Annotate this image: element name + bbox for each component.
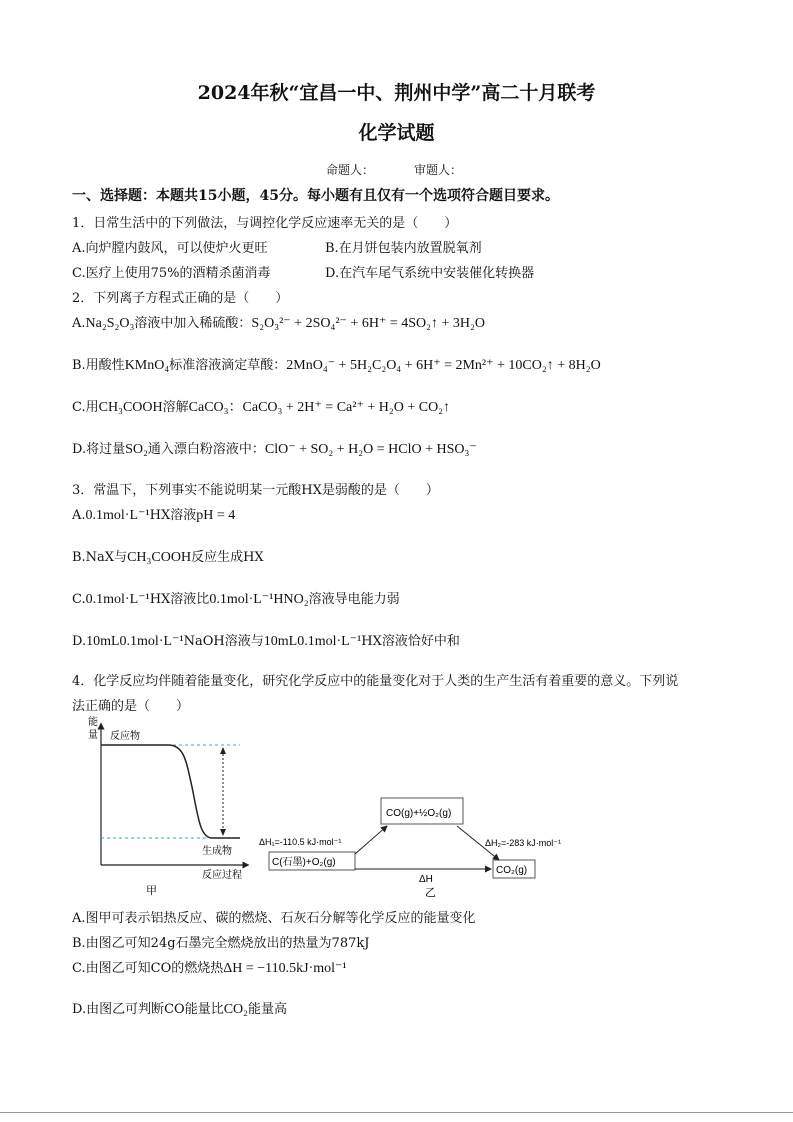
q3-option-c (72, 588, 400, 608)
q1-option-d: D.在汽车尾气系统中安装催化转换器 (325, 266, 535, 281)
q4-c-label: C.由图乙可知CO的燃烧热 (72, 961, 224, 976)
q3-option-d (72, 630, 460, 650)
jia-caption: 甲 (146, 885, 157, 897)
yi-dh2-label: ΔH₂=-283 kJ·mol⁻¹ (485, 838, 562, 848)
q2-b-label: B.用酸性 (72, 358, 125, 373)
q3-a-conc: 0.1mol·L⁻¹ (85, 508, 150, 523)
q4-option-b: B.由图乙可知24g石墨完全燃烧放出的热量为787kJ (72, 936, 370, 951)
jia-y-label-1: 能 (88, 717, 98, 728)
q1-stem: 1．日常生活中的下列做法，与调控化学反应速率无关的是（ ） (72, 216, 458, 231)
q3-option-a (72, 504, 235, 524)
subject-title: 化学试题 (358, 122, 435, 144)
q3-c-conc2: 0.1mol·L⁻¹HNO₂ (209, 592, 309, 607)
q3-c-label: C. (72, 592, 86, 607)
q3-b-acid: CH₃COOH (127, 550, 192, 565)
q3-c-tail: 溶液导电能力弱 (308, 592, 400, 607)
q1-option-a: A.向炉膛内鼓风，可以使炉火更旺 (72, 241, 268, 256)
q1-option-b: B.在月饼包装内放置脱氧剂 (325, 241, 482, 256)
q2-stem: 2．下列离子方程式正确的是（ ） (72, 291, 289, 306)
q4-stem-line1: 4．化学反应均伴随着能量变化，研究化学反应中的能量变化对于人类的生产生活有着重要的意义。下列说 (72, 674, 679, 689)
q2-d-reagent: SO₂ (125, 442, 148, 457)
q2-c-mid: 溶解 (162, 400, 189, 415)
q3-b-tail: 反应生成HX (191, 550, 264, 565)
yi-dh-label: ΔH (419, 874, 433, 885)
q3-d-mid: NaOH溶液与 (183, 634, 264, 649)
yi-top-label: CO(g)+½O₂(g) (386, 808, 452, 819)
reviewer-label: 审题人： (414, 163, 463, 177)
q2-a-reagent: Na₂S₂O₃ (85, 316, 135, 331)
yi-right-label: CO₂(g) (496, 865, 528, 876)
q4-d-tail: 能量高 (248, 1002, 288, 1017)
q2-d-equation: ClO⁻ + SO₂ + H₂O = HClO + HSO₃⁻ (264, 442, 477, 457)
q3-d-conc1: 10mL0.1mol·L⁻¹ (86, 634, 184, 649)
q4-stem-line2: 法正确的是（ ） (72, 699, 190, 714)
q3-d-conc2: 10mL0.1mol·L⁻¹ (263, 634, 362, 649)
jia-energy-curve (101, 745, 240, 838)
q1-option-c: C.医疗上使用75%的酒精杀菌消毒 (72, 266, 271, 281)
q2-option-c (72, 396, 450, 416)
q2-c-reagent1: CH₃COOH (98, 400, 163, 415)
yi-arrow-1 (355, 826, 387, 854)
q3-c-conc1: 0.1mol·L⁻¹ (85, 592, 150, 607)
q4-option-c (72, 957, 347, 977)
q3-a-label: A. (72, 508, 86, 523)
authors-line (326, 161, 502, 178)
q4-d-co2: CO₂ (223, 1002, 249, 1017)
q2-b-reagent: KMnO₄ (124, 358, 170, 373)
q2-a-equation: S₂O₃²⁻ + 2SO₄²⁻ + 6H⁺ = 4SO₂↑ + 3H₂O (251, 316, 485, 331)
jia-reactant-label: 反应物 (110, 731, 140, 742)
q3-option-b (72, 546, 264, 566)
q2-b-mid: 标准溶液滴定草酸： (169, 358, 287, 373)
q3-a-tail: HX溶液 (149, 508, 197, 523)
q3-b-label: B.NaX与 (72, 550, 128, 565)
q3-stem: 3．常温下，下列事实不能说明某一元酸HX是弱酸的是（ ） (72, 483, 439, 498)
yi-left-label: C(石墨)+O₂(g) (272, 857, 336, 868)
q2-a-label: A. (72, 316, 86, 331)
section-heading: 一、选择题：本题共15小题，45分。每小题有且仅有一个选项符合题目要求。 (72, 188, 559, 204)
yi-dh1-label: ΔH₁=-110.5 kJ·mol⁻¹ (259, 837, 342, 847)
figure-jia (80, 712, 250, 897)
yi-caption: 乙 (425, 887, 436, 899)
q2-c-label: C.用 (72, 400, 99, 415)
q2-d-label: D.将过量 (72, 442, 126, 457)
q4-c-dh: ΔH = −110.5kJ·mol⁻¹ (223, 961, 347, 976)
q3-c-mid: HX溶液比 (149, 592, 210, 607)
jia-y-label-2: 量 (88, 730, 98, 741)
q3-a-ph: pH = 4 (196, 508, 236, 523)
q3-d-label: D. (72, 634, 87, 649)
q2-a-mid: 溶液中加入稀硫酸： (134, 316, 252, 331)
q2-d-mid: 通入漂白粉溶液中： (147, 442, 265, 457)
q3-d-tail: HX溶液恰好中和 (361, 634, 460, 649)
exam-title: 2024年秋“宜昌一中、荆州中学”高二十月联考 (197, 82, 596, 104)
author-label: 命题人： (326, 163, 375, 177)
jia-product-label: 生成物 (202, 846, 232, 857)
jia-x-label: 反应过程 (202, 870, 242, 881)
q2-option-b (72, 354, 601, 374)
q4-option-d (72, 998, 287, 1018)
q2-c-equation: CaCO₃ + 2H⁺ = Ca²⁺ + H₂O + CO₂↑ (242, 400, 451, 415)
q2-b-equation: 2MnO₄⁻ + 5H₂C₂O₄ + 6H⁺ = 2Mn²⁺ + 10CO₂↑ + 8H₂O (286, 358, 601, 373)
q4-option-a: A.图甲可表示铝热反应、碳的燃烧、石灰石分解等化学反应的能量变化 (72, 911, 476, 926)
q2-option-a (72, 312, 485, 332)
page-bottom-rule (0, 1112, 793, 1113)
q4-d-label: D.由图乙可判断CO能量比 (72, 1002, 224, 1017)
q2-option-d (72, 438, 477, 458)
figure-yi (255, 790, 585, 900)
q2-c-reagent2: CaCO₃： (188, 400, 243, 415)
